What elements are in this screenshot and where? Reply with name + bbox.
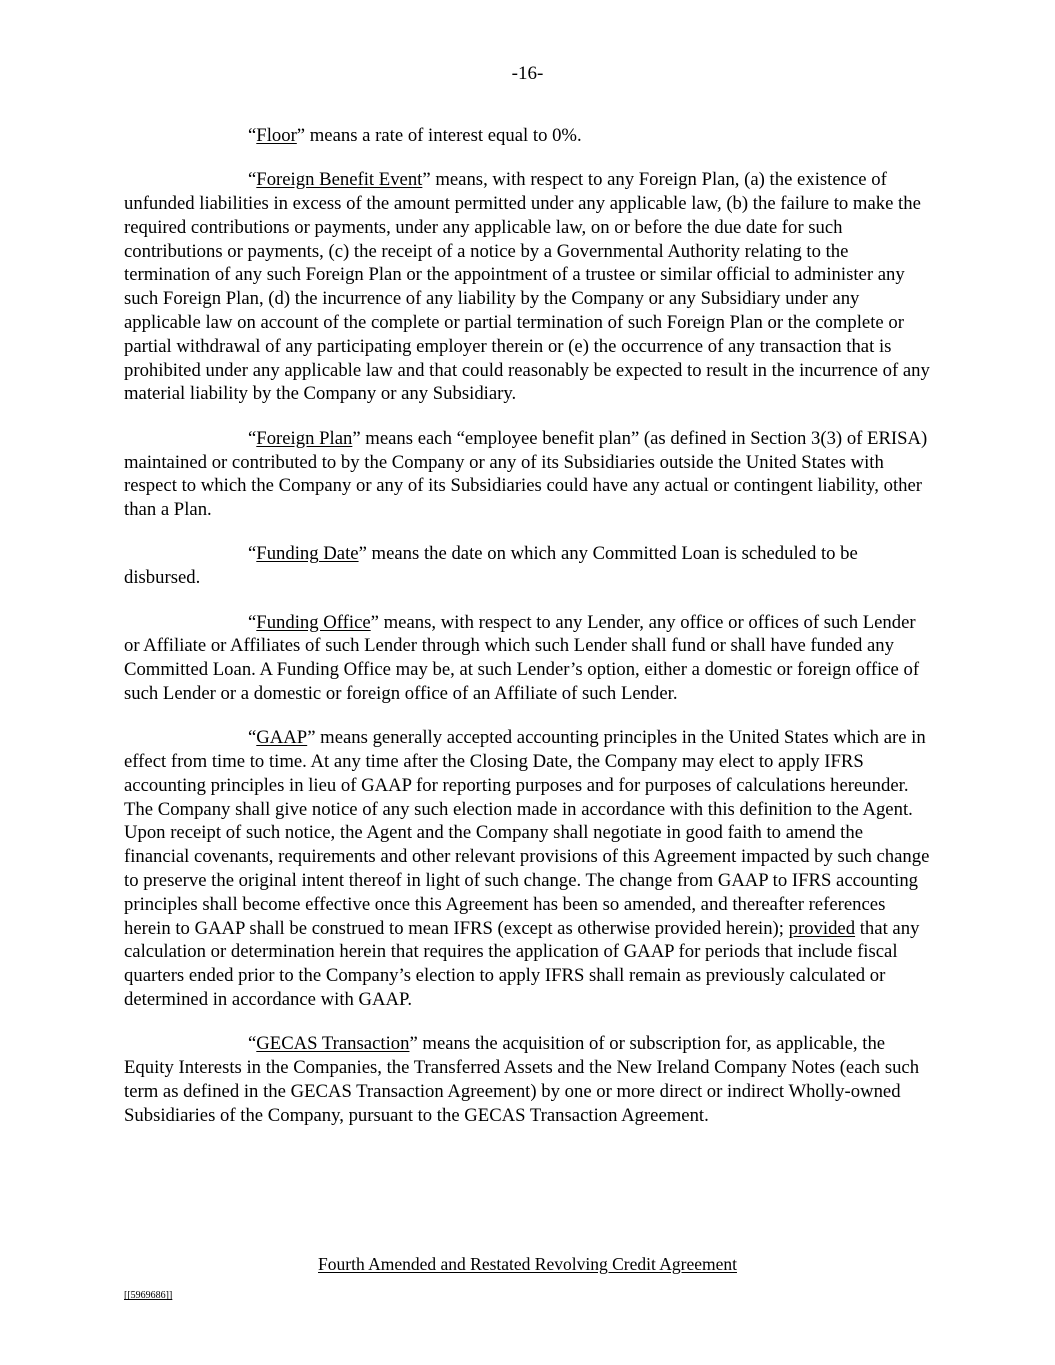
definition-text: ” means the date on which any Committed Loan is scheduled to be disbursed. (124, 543, 858, 589)
definition-funding-office (124, 611, 932, 706)
definition-gaap (124, 726, 932, 1012)
defined-term: GAAP (256, 727, 308, 749)
defined-term: Funding Date (256, 543, 359, 565)
definition-foreign-plan (124, 427, 932, 522)
definition-text-continued: that any calculation or determination herein that requires the application of GAAP for periods that include fiscal quarters ended prior to the Company’s election to apply IFRS shall remain as previously calculated or determined in accordance with GAAP. (124, 917, 920, 1010)
definition-floor (124, 124, 932, 148)
open-quote: “ (248, 611, 257, 633)
defined-term: Foreign Plan (256, 427, 353, 449)
definition-text: ” means the acquisition of or subscription for, as applicable, the Equity Interests in the Companies, the Transferred Assets and the New Ireland Company Notes (each such term as defined in the GECAS Transaction Agreement) by one or more direct or indirect Wholly-owned Subsidiaries of the Company, pursuant to the GECAS Transaction Agreement. (124, 1033, 920, 1126)
document-id: [[5969686]] (124, 1290, 173, 1301)
definition-gecas-transaction (124, 1032, 932, 1127)
defined-term: Foreign Benefit Event (256, 169, 423, 191)
open-quote: “ (248, 125, 257, 146)
definition-text: ” means, with respect to any Lender, any office or offices of such Lender or Affiliate or Affiliates of such Lender through which such Lender shall fund or shall have funded any Committed Loan. A Funding Office may be, at such Lender’s option, either a domestic or foreign office of such Lender or a domestic or foreign office of an Affiliate of such Lender. (124, 611, 920, 704)
footer-agreement-title (0, 1253, 1055, 1275)
definitions-body (124, 124, 932, 1148)
definition-funding-date (124, 542, 932, 590)
footer-title-text: Fourth Amended and Restated Revolving Credit Agreement (318, 1254, 737, 1274)
open-quote: “ (248, 543, 257, 565)
definition-text: ” means generally accepted accounting principles in the United States which are in effect from time to time. At any time after the Closing Date, the Company may elect to apply IFRS accounting principles in lieu of GAAP for reporting purposes and for purposes of calculations hereunder. The Company shall give notice of any such election made in accordance with this definition to the Agent. Upon receipt of such notice, the Agent and the Company shall negotiate in good faith to amend the financial covenants, requirements and other relevant provisions of this Agreement impacted by such change to preserve the original intent thereof in light of such change. The change from GAAP to IFRS accounting principles shall become effective once this Agreement has been so amended, and thereafter references herein to GAAP shall be construed to mean IFRS (except as otherwise provided herein); (124, 727, 930, 939)
defined-term: Funding Office (256, 611, 371, 633)
open-quote: “ (248, 1033, 257, 1055)
defined-term: GECAS Transaction (256, 1033, 410, 1055)
page-number: -16- (511, 63, 544, 84)
provided-term: provided (788, 917, 856, 939)
defined-term: Floor (256, 125, 297, 146)
definition-text: ” means, with respect to any Foreign Plan, (a) the existence of unfunded liabilities in excess of the amount permitted under any applicable law, (b) the failure to make the required contributions or payments, under any applicable law, on or before the due date for such contributions or payments, (c) the receipt of a notice by a Governmental Authority relating to the termination of any such Foreign Plan or the appointment of a trustee or similar official to administer any such Foreign Plan, (d) the incurrence of any liability by the Company or any Subsidiary under any applicable law on account of the complete or partial termination of such Foreign Plan or the complete or partial withdrawal of any participating employer therein or (e) the occurrence of any transaction that is prohibited under any applicable law and that could reasonably be expected to result in the incurrence of any material liability by the Company or any Subsidiary. (124, 169, 930, 405)
open-quote: “ (248, 427, 257, 449)
definition-text: ” means a rate of interest equal to 0%. (296, 125, 582, 146)
open-quote: “ (248, 169, 257, 191)
definition-text: ” means each “employee benefit plan” (as defined in Section 3(3) of ERISA) maintained or contributed to by the Company or any of its Subsidiaries outside the United States with respect to which the Company or any of its Subsidiaries could have any actual or contingent liability, other than a Plan. (124, 427, 928, 521)
definition-foreign-benefit-event (124, 168, 932, 406)
open-quote: “ (248, 727, 257, 749)
